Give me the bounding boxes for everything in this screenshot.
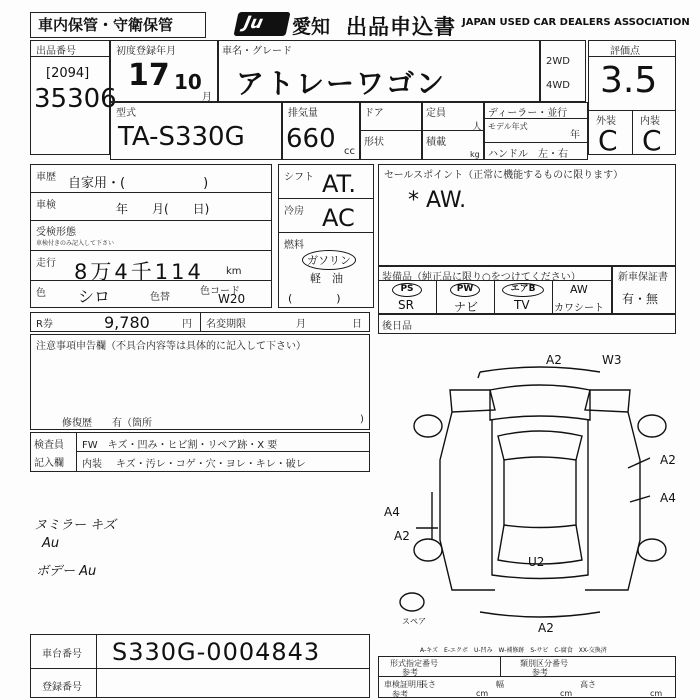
capacity-unit: 人 [472, 122, 482, 133]
model-name-label: 車名・グレード [222, 46, 292, 57]
mark-right-a2: A2 [660, 453, 676, 467]
r-label: R券 [36, 319, 53, 330]
capacity-label: 定員 [426, 108, 446, 119]
wheel-fl [414, 415, 442, 437]
diagram-legend: A-キズ E-エクボ U-凹み W-補修跡 S-サビ C-腐食 XX-交換済 [420, 647, 607, 654]
rear-bumper [480, 612, 600, 617]
height-label: 高さ [580, 680, 596, 689]
interior-grade: C [642, 124, 662, 157]
ac-value: AC [322, 204, 355, 232]
mark-right-a4: A4 [660, 491, 676, 505]
handwritten-note-3: ボデー Au [36, 564, 97, 579]
front-bumper [480, 367, 600, 372]
divider [76, 432, 77, 472]
reception-note: 車検付きのみ記入して下さい [36, 240, 115, 247]
wheel-rr [638, 539, 666, 561]
drive-2wd: 2WD [546, 56, 570, 67]
divider [632, 110, 633, 155]
history-label: 車歴 [36, 172, 56, 183]
divider [30, 220, 272, 221]
logo-region: 愛知 [292, 16, 331, 38]
fuel-diesel: 軽 油 [310, 272, 343, 285]
cert-label: 車検証明用 [384, 680, 424, 689]
name-change-label: 名変期限 [206, 319, 246, 330]
reception-label: 受検形態 [36, 227, 76, 238]
mark-rear-a2: A2 [538, 621, 554, 635]
height-cm: cm [650, 689, 663, 698]
rear-seat-box [378, 314, 676, 334]
handwritten-note-1: ヌミラー キズ [34, 518, 116, 533]
fuel-label: 燃料 [284, 240, 304, 251]
ju-logo-text: Ju [242, 13, 265, 33]
spare-label: スペア [402, 617, 426, 626]
first-reg-year: 17 [128, 58, 170, 93]
mark-left-a2: A2 [394, 529, 410, 543]
color-code-value: W20 [218, 292, 246, 306]
mark-front: A2 [546, 353, 562, 367]
lot-label: 出品番号 [36, 46, 76, 57]
shift-label: シフト [284, 172, 314, 183]
handle-label: ハンドル 左・右 [488, 149, 568, 160]
equip-aw: AW [570, 283, 588, 296]
divider [30, 250, 272, 251]
equip-ps: PS [392, 283, 422, 297]
load-unit: kg [470, 150, 480, 159]
name-change-day: 日 [352, 319, 362, 330]
equip-tv: TV [514, 298, 530, 312]
cert-ref: 参考 [392, 690, 408, 699]
form-cert-ref: 参考 [402, 668, 418, 677]
divider [30, 56, 110, 57]
form-cert-label: 形式指定番号 [390, 659, 438, 668]
lot-number: 35306 [34, 84, 117, 114]
inspector-row1: FW キズ・凹み・ヒビ割・リペア跡・X 要 [82, 440, 278, 451]
inspector-row2: キズ・汚レ・コゲ・穴・ヨレ・キレ・破レ [116, 459, 306, 470]
storage-label: 車内保管・守衛保管 [38, 16, 174, 34]
divider [588, 56, 676, 57]
first-reg-label: 初度登録年月 [116, 46, 176, 57]
warranty-value: 有・無 [622, 292, 659, 306]
inspection-label: 車検 [36, 200, 56, 211]
divider [278, 232, 374, 233]
name-change-month: 月 [296, 319, 306, 330]
model-name: アトレーワゴン [236, 67, 447, 100]
divider [30, 668, 370, 669]
width-cm: cm [560, 689, 573, 698]
mark-w3: W3 [602, 353, 622, 367]
equipment-label: 装備品（純正品に限り○をつけてください） [382, 272, 581, 283]
rear-seat-label: 後日品 [382, 321, 412, 332]
equip-sr: SR [398, 298, 414, 312]
divider [436, 280, 437, 314]
drive-box [540, 40, 586, 102]
displacement-value: 660 [286, 124, 336, 154]
yen-unit: 円 [182, 319, 192, 330]
inspection-value: 年 月( 日) [116, 202, 210, 216]
mileage-value: 8万4千114 [74, 260, 204, 284]
divider [484, 118, 588, 119]
score-label: 評価点 [610, 46, 640, 57]
dealer-label: ディーラー・並行 [488, 108, 568, 119]
divider [378, 676, 676, 677]
fuel-gasoline: ガソリン [302, 250, 356, 270]
mark-rear-u2: U2 [528, 555, 545, 569]
wheel-rl [414, 539, 442, 561]
displacement-label: 排気量 [288, 108, 318, 119]
equip-airbag: エアB [502, 283, 544, 297]
lot-sub: [2094] [46, 66, 90, 81]
mileage-label: 走行 [36, 258, 56, 269]
category-ref: 参考 [532, 668, 548, 677]
inspector-row2-label: 内装 [82, 459, 102, 470]
warranty-label: 新車保証書 [618, 272, 668, 283]
reg-label: 登録番号 [42, 682, 82, 693]
equip-pw: PW [450, 283, 480, 297]
type-value: TA-S330G [118, 122, 245, 152]
equip-seat: カワシート [554, 303, 604, 314]
divider [552, 280, 553, 314]
history-value: 自家用・( ) [68, 176, 209, 191]
divider [484, 142, 588, 143]
load-label: 積載 [426, 137, 446, 148]
mark-left-a4: A4 [384, 505, 400, 519]
chassis-label: 車台番号 [42, 649, 82, 660]
color-label: 色 [36, 288, 46, 299]
score-value: 3.5 [600, 60, 658, 101]
sales-point-value: * AW. [408, 188, 467, 213]
category-label: 類別区分番号 [520, 659, 568, 668]
shift-value: AT. [322, 170, 356, 198]
r-value: 9,780 [104, 313, 150, 332]
interior-label: 内装 [640, 116, 660, 127]
length-cm: cm [476, 689, 489, 698]
exterior-label: 外装 [596, 116, 616, 127]
divider [494, 280, 495, 314]
shape-label: 形状 [364, 137, 384, 148]
notes-label: 注意事項申告欄（不具合内容等は具体的に記入して下さい） [36, 341, 306, 352]
model-year-label: モデル年式 [488, 122, 528, 131]
door-label: ドア [364, 108, 384, 119]
form-title: 出品申込書 [346, 15, 456, 39]
repair-close: ) [360, 414, 364, 425]
mileage-unit: km [226, 266, 242, 277]
inspector-label: 検査員 [34, 440, 64, 451]
sales-point-label: セールスポイント（正常に機能するものに限ります） [384, 170, 624, 181]
car-diagram [380, 350, 680, 640]
color-code-label: 色コード [200, 286, 240, 297]
association-name: JAPAN USED CAR DEALERS ASSOCIATION [462, 17, 690, 28]
chassis-value: S330G-0004843 [112, 638, 321, 666]
ju-logo [233, 12, 290, 36]
width-label: 幅 [496, 680, 504, 689]
color-change-label: 色替 [150, 292, 170, 303]
model-year-unit: 年 [570, 130, 580, 141]
drive-4wd: 4WD [546, 80, 570, 91]
divider [30, 280, 272, 281]
divider [200, 312, 201, 332]
fuel-other: ( ) [288, 292, 341, 305]
month-unit: 月 [202, 92, 212, 103]
length-label: 長さ [420, 680, 436, 689]
spare-wheel [400, 593, 424, 611]
divider [76, 451, 370, 452]
divider [500, 656, 501, 676]
divider [378, 280, 612, 281]
type-label: 型式 [116, 108, 136, 119]
repair-label: 修復歴 有（箇所 [62, 418, 152, 429]
cc-unit: cc [344, 146, 355, 157]
color-value: シロ [78, 287, 111, 306]
exterior-grade: C [598, 124, 618, 157]
divider [96, 634, 97, 698]
wheel-fr [638, 415, 666, 437]
entry-label: 記入欄 [34, 458, 64, 469]
divider [278, 198, 374, 199]
divider [30, 192, 272, 193]
first-reg-month: 10 [174, 70, 202, 94]
handwritten-note-2: Au [42, 536, 60, 551]
ac-label: 冷房 [284, 206, 304, 217]
equip-navi: ナビ [454, 300, 479, 314]
